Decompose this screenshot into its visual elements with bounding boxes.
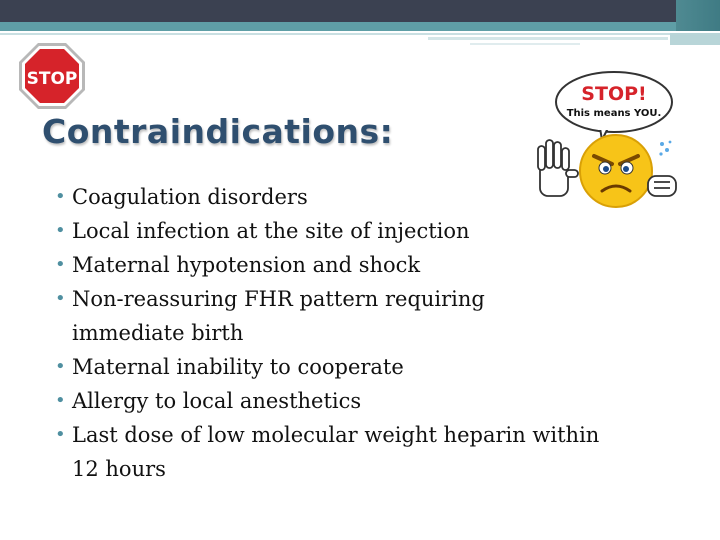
bullet-marker: • xyxy=(55,254,66,275)
bullet-marker: • xyxy=(55,356,66,377)
speech-bubble-heading: STOP! xyxy=(581,83,647,105)
list-item xyxy=(52,350,612,384)
stop-sign-text: STOP xyxy=(26,69,78,89)
list-item xyxy=(52,282,572,350)
header-band-dark xyxy=(0,0,720,22)
list-item xyxy=(52,248,612,282)
bullet-marker: • xyxy=(55,288,66,309)
list-item-text: Non-reassuring FHR pattern requiring immediate birth xyxy=(72,287,485,345)
list-item xyxy=(52,384,612,418)
bullet-marker: • xyxy=(55,424,66,445)
slide-title: Contraindications: xyxy=(42,112,394,151)
header-accent-line xyxy=(470,43,580,45)
contraindications-list xyxy=(52,180,612,486)
list-item-text: Last dose of low molecular weight heparin within 12 hours xyxy=(72,423,600,481)
list-item-text: Maternal inability to cooperate xyxy=(72,355,404,379)
header-accent-line xyxy=(670,33,720,45)
bullet-marker: • xyxy=(55,220,66,241)
header-band-corner xyxy=(676,0,720,31)
list-item-text: Maternal hypotension and shock xyxy=(72,253,421,277)
header-accent-line xyxy=(0,33,720,35)
list-item-text: Local infection at the site of injection xyxy=(72,219,470,243)
stop-sign-icon xyxy=(18,42,86,110)
list-item xyxy=(52,180,612,214)
header-accent-line xyxy=(428,37,668,40)
list-item-text: Coagulation disorders xyxy=(72,185,308,209)
list-item xyxy=(52,418,622,486)
bullet-marker: • xyxy=(55,390,66,411)
speech-bubble-subtext: This means YOU. xyxy=(566,108,662,119)
bullet-marker: • xyxy=(55,186,66,207)
list-item xyxy=(52,214,612,248)
list-item-text: Allergy to local anesthetics xyxy=(72,389,362,413)
header-band-teal xyxy=(0,22,720,31)
